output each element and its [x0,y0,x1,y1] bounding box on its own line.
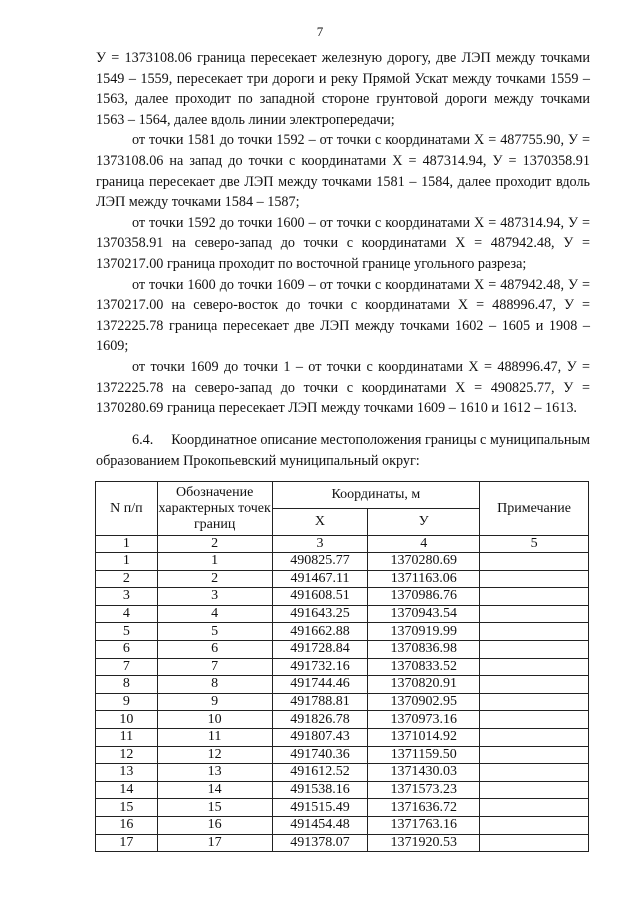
cell-point: 9 [157,693,272,711]
cell-x: 491744.46 [272,676,368,694]
cell-x: 490825.77 [272,553,368,571]
table-row [96,605,589,623]
cell-n: 14 [96,781,158,799]
cell-note [480,553,589,571]
cell-n: 12 [96,746,158,764]
cell-point: 1 [157,553,272,571]
cell-x: 491608.51 [272,588,368,606]
cell-n: 15 [96,799,158,817]
cell-x: 491732.16 [272,658,368,676]
column-number: 1 [96,536,158,553]
cell-x: 491807.43 [272,728,368,746]
cell-x: 491728.84 [272,640,368,658]
cell-note [480,764,589,782]
cell-note [480,781,589,799]
cell-note [480,799,589,817]
cell-point: 5 [157,623,272,641]
table-row [96,834,589,852]
table-row [96,588,589,606]
cell-x: 491662.88 [272,623,368,641]
cell-n: 7 [96,658,158,676]
cell-y: 1370943.54 [368,605,480,623]
section-heading [96,430,590,471]
paragraph: от точки 1592 до точки 1600 – от точки с координатами Х = 487314.94, У = 1370358.91 на северо-запад до точки с координатами Х = 487942.48, У = 1370217.00 граница проходит по восточной границе угольного разреза; [96,214,590,272]
cell-y: 1371636.72 [368,799,480,817]
table-row [96,799,589,817]
cell-n: 10 [96,711,158,729]
header-designation: Обозначение характерных точек границ [157,482,272,536]
cell-n: 17 [96,834,158,852]
cell-point: 4 [157,605,272,623]
cell-point: 16 [157,816,272,834]
table-row [96,553,589,571]
table-row [96,570,589,588]
cell-x: 491612.52 [272,764,368,782]
paragraph: У = 1373108.06 граница пересекает железную дорогу, две ЛЭП между точками 1549 – 1559, пересекает три дороги и реку Прямой Ускат между точками 1559 – 1563, далее проходит по западной стороне грунтовой дороги между точками 1563 – 1564, далее вдоль линии электропередачи; [96,50,590,128]
cell-point: 3 [157,588,272,606]
cell-x: 491643.25 [272,605,368,623]
cell-point: 2 [157,570,272,588]
cell-note [480,658,589,676]
cell-point: 15 [157,799,272,817]
table-row [96,746,589,764]
cell-point: 6 [157,640,272,658]
cell-y: 1370902.95 [368,693,480,711]
table-row [96,711,589,729]
table-body [96,553,589,852]
cell-n: 11 [96,728,158,746]
table-row [96,676,589,694]
table-row [96,728,589,746]
cell-n: 2 [96,570,158,588]
cell-n: 5 [96,623,158,641]
cell-y: 1370820.91 [368,676,480,694]
section-text: Координатное описание местоположения границы с муниципальным образованием Прокопьевский муниципальный округ: [96,432,590,469]
cell-y: 1370973.16 [368,711,480,729]
page-number: 7 [316,24,324,39]
cell-y: 1370833.52 [368,658,480,676]
cell-note [480,676,589,694]
cell-x: 491538.16 [272,781,368,799]
cell-note [480,640,589,658]
table-row [96,764,589,782]
table-row [96,623,589,641]
cell-n: 9 [96,693,158,711]
cell-n: 1 [96,553,158,571]
header-note: Примечание [480,482,589,536]
cell-note [480,816,589,834]
cell-note [480,711,589,729]
cell-note [480,834,589,852]
cell-n: 13 [96,764,158,782]
cell-point: 10 [157,711,272,729]
cell-note [480,623,589,641]
section-number: 6.4. [132,432,154,448]
cell-n: 16 [96,816,158,834]
column-number: 3 [272,536,368,553]
paragraph: от точки 1600 до точки 1609 – от точки с координатами Х = 487942.48, У = 1370217.00 на северо-восток до точки с координатами Х = 488996.47, У = 1372225.78 граница пересекает две ЛЭП между точками 1602 – 1605 и 1908 – 1609; [96,276,590,355]
paragraph: от точки 1609 до точки 1 – от точки с координатами Х = 488996.47, У = 1372225.78 на северо-запад до точки с координатами Х = 490825.77, У = 1370280.69 граница пересекает ЛЭП между точками 1609 – 1610 и 1612 – 1613. [96,358,590,417]
cell-y: 1371573.23 [368,781,480,799]
cell-y: 1370836.98 [368,640,480,658]
column-number: 5 [480,536,589,553]
cell-note [480,588,589,606]
cell-n: 4 [96,605,158,623]
cell-y: 1370280.69 [368,553,480,571]
cell-note [480,728,589,746]
table-row [96,658,589,676]
body-text [96,48,590,419]
cell-note [480,746,589,764]
cell-point: 12 [157,746,272,764]
header-n: N п/п [96,482,158,536]
table-row [96,816,589,834]
header-coordinates: Координаты, м [272,482,480,509]
table-row [96,693,589,711]
cell-x: 491378.07 [272,834,368,852]
cell-y: 1371163.06 [368,570,480,588]
cell-note [480,570,589,588]
cell-x: 491467.11 [272,570,368,588]
cell-n: 8 [96,676,158,694]
table-row [96,640,589,658]
cell-point: 8 [157,676,272,694]
cell-point: 11 [157,728,272,746]
cell-y: 1370986.76 [368,588,480,606]
paragraph: от точки 1581 до точки 1592 – от точки с координатами Х = 487755.90, У = 1373108.06 на запад до точки с координатами Х = 487314.94, У = 1370358.91 граница пересекает две ЛЭП между точками 1581 – 1584, далее проходит вдоль ЛЭП между точками 1584 – 1587; [96,132,590,211]
cell-note [480,605,589,623]
table-row [96,781,589,799]
cell-y: 1371920.53 [368,834,480,852]
header-y: У [368,509,480,536]
cell-x: 491740.36 [272,746,368,764]
cell-point: 14 [157,781,272,799]
cell-point: 17 [157,834,272,852]
column-number: 2 [157,536,272,553]
cell-x: 491454.48 [272,816,368,834]
cell-y: 1371159.50 [368,746,480,764]
cell-y: 1371763.16 [368,816,480,834]
coordinates-table [95,481,589,852]
cell-x: 491515.49 [272,799,368,817]
cell-y: 1371014.92 [368,728,480,746]
cell-n: 3 [96,588,158,606]
cell-x: 491788.81 [272,693,368,711]
cell-note [480,693,589,711]
cell-point: 13 [157,764,272,782]
column-number: 4 [368,536,480,553]
header-x: X [272,509,368,536]
cell-n: 6 [96,640,158,658]
cell-point: 7 [157,658,272,676]
cell-x: 491826.78 [272,711,368,729]
cell-y: 1371430.03 [368,764,480,782]
cell-y: 1370919.99 [368,623,480,641]
